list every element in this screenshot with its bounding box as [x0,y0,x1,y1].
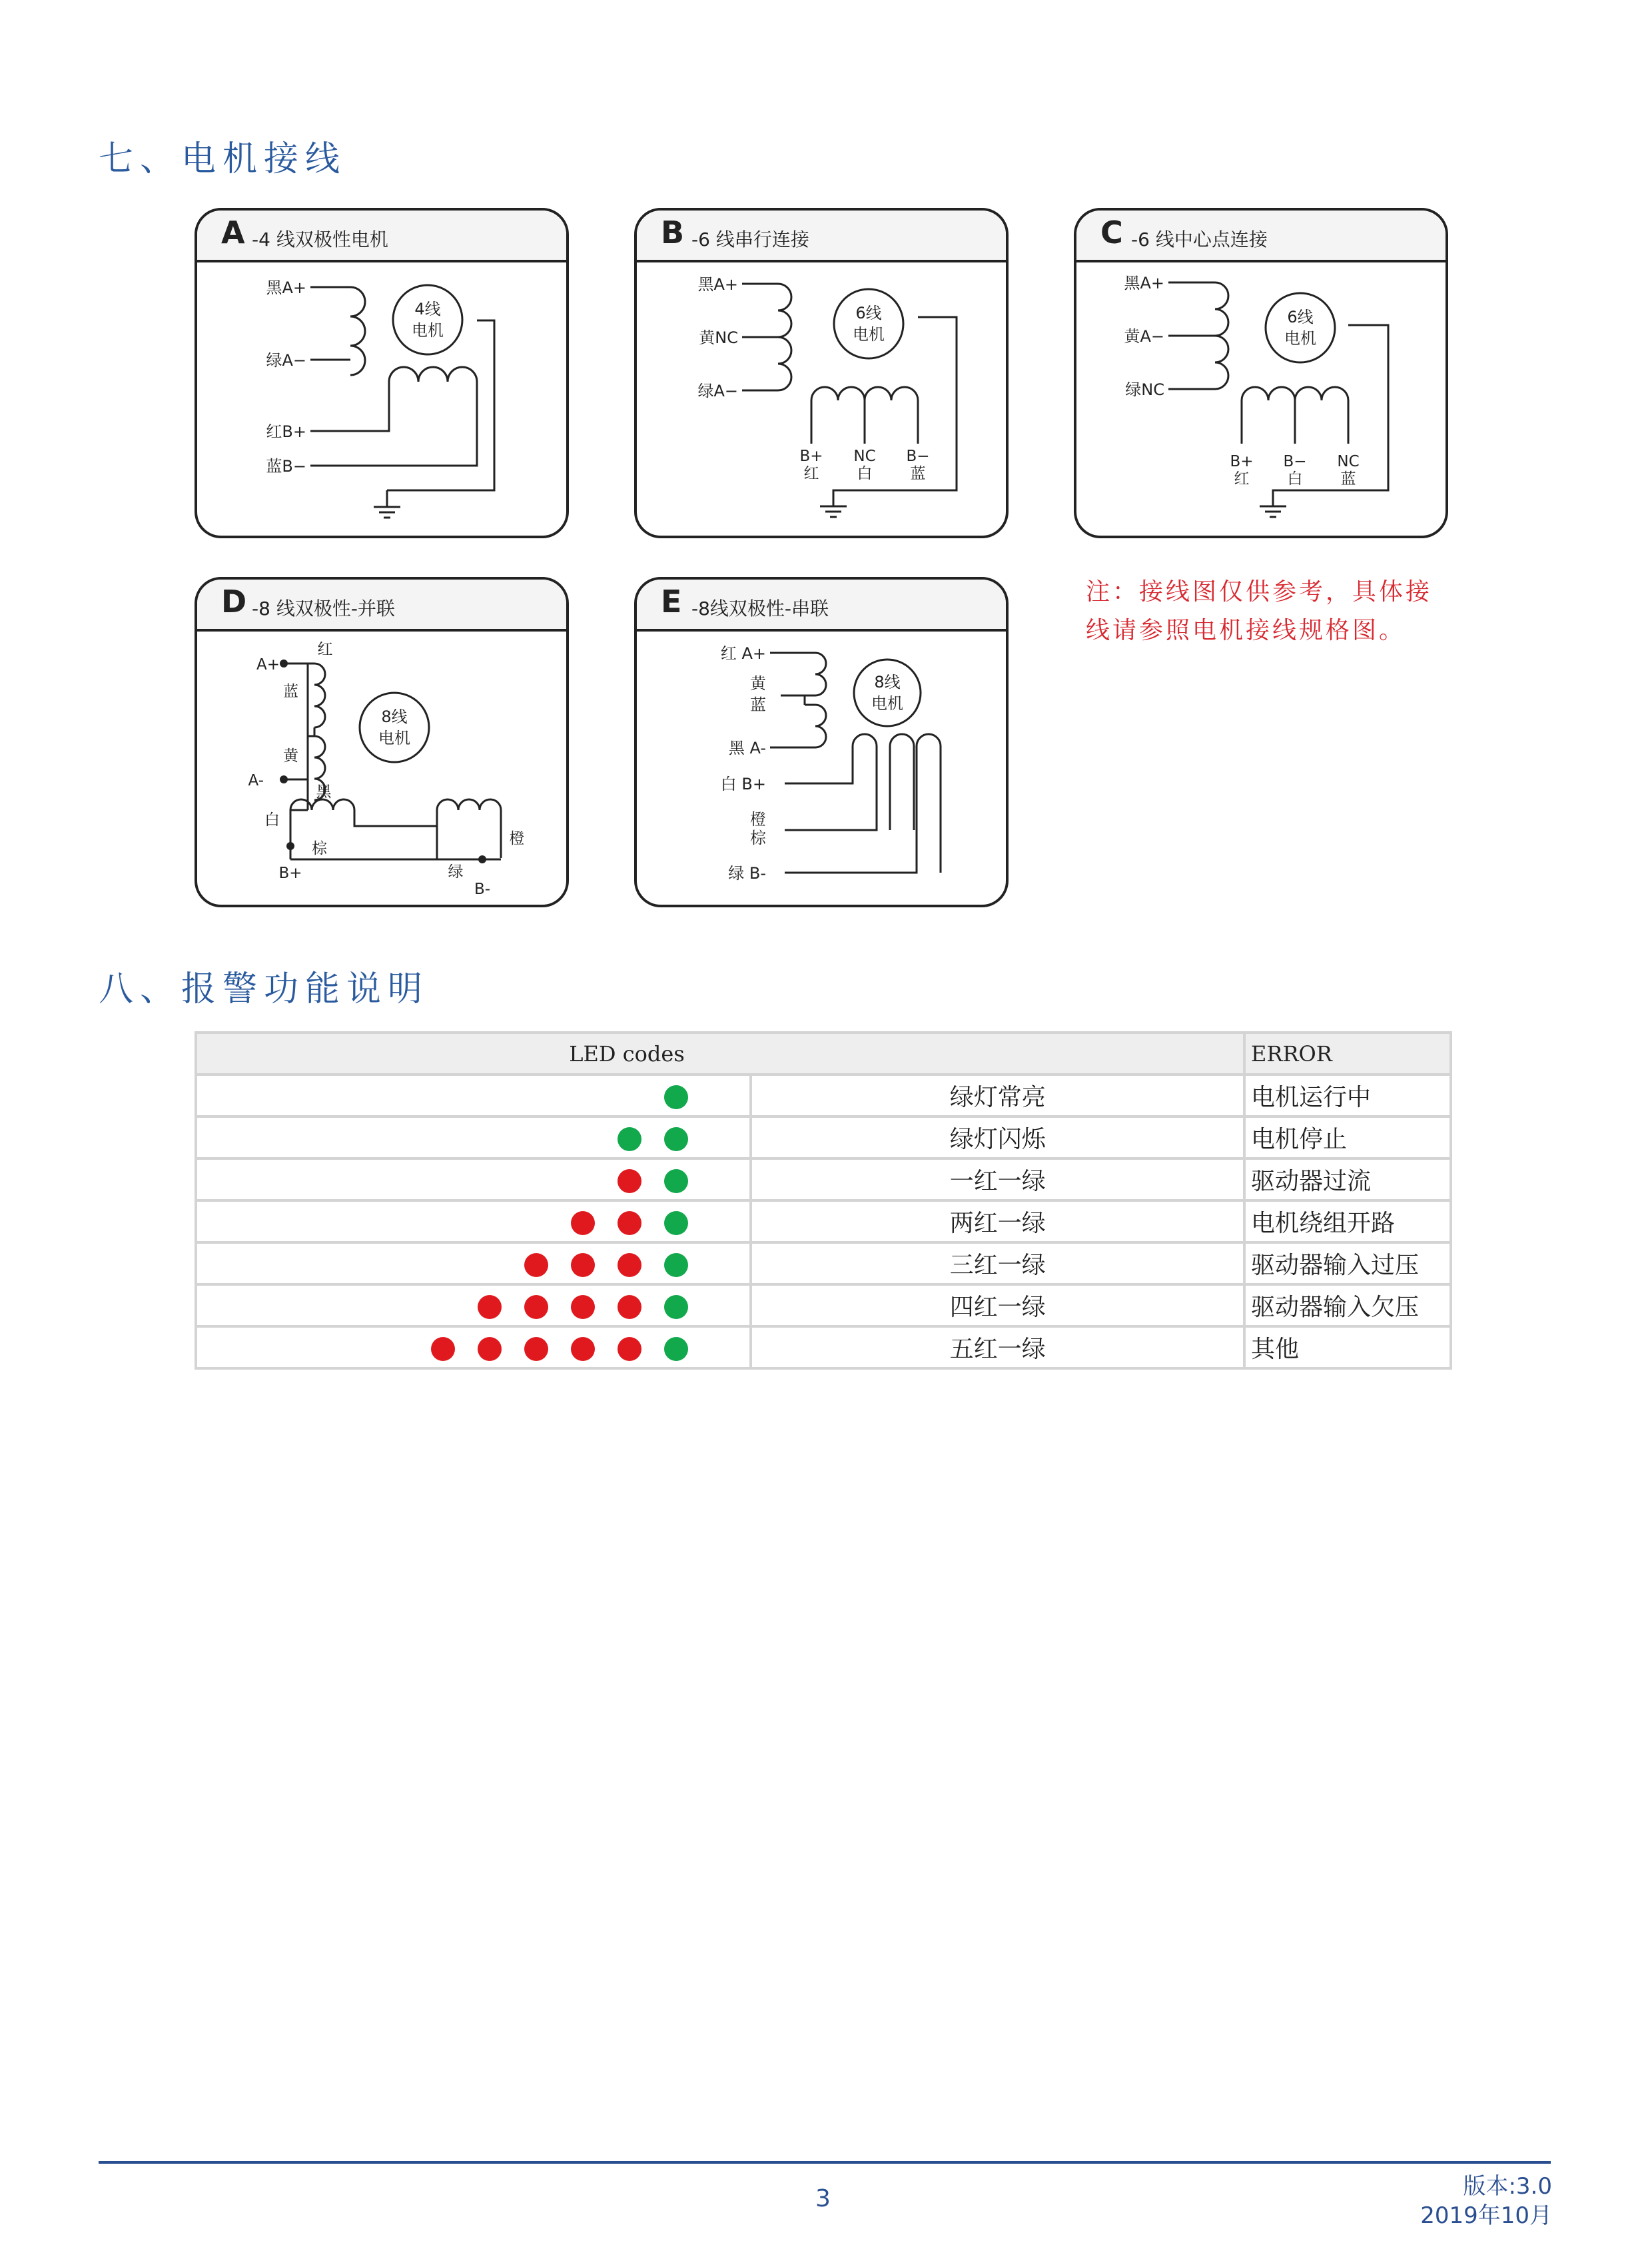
green-led-dot [664,1337,688,1361]
panel-c-label-white: 白 [1287,470,1303,488]
red-led-dot [618,1169,641,1193]
version-info [1420,2172,1552,2230]
red-led-dot [431,1337,455,1361]
panel-d-label-green: 绿 [448,863,464,881]
panel-b-label-a-minus: 绿A− [697,382,738,400]
table-row [196,1117,1451,1158]
version-date: 2019年10月 [1420,2202,1552,2229]
panel-b-motor-text-1: 6线 [855,304,882,322]
led-indicator-cell [196,1326,751,1368]
red-led-dot [618,1337,641,1361]
panel-a-label-b-plus: 红B+ [266,422,306,441]
panel-e-label-orange: 橙 [750,810,766,829]
red-led-dot [478,1295,502,1319]
led-code-cell: 四红一绿 [751,1284,1244,1326]
panel-c-label-red: 红 [1234,470,1250,488]
led-indicator-cell [196,1200,751,1242]
panel-b-label-b-minus: B− [906,448,930,465]
panel-a-label-a-minus: 绿A− [266,351,306,370]
panel-d-label-b-minus: B- [474,881,491,898]
green-led-dot [664,1211,688,1235]
led-indicator-cell [196,1158,751,1200]
table-row [196,1075,1451,1117]
panel-e-motor-text-1: 8线 [874,673,901,691]
green-led-dot [618,1127,641,1151]
panel-a-subtitle: -4 线双极性电机 [252,228,388,250]
red-led-dot [524,1295,548,1319]
panel-d-subtitle: -8 线双极性-并联 [252,598,395,620]
panel-d-motor-text-1: 8线 [381,707,408,726]
panel-b-label-nc-bottom: NC [853,448,876,465]
panel-e-diagram [637,580,1006,905]
panel-a-label-b-minus: 蓝B− [266,457,306,476]
led-indicator-cell [196,1075,751,1117]
panel-d-label-yellow: 黄 [283,747,298,765]
table-row [196,1242,1451,1284]
footer-divider [99,2161,1551,2164]
red-led-dot [571,1211,595,1235]
error-cell: 驱动器输入过压 [1244,1242,1451,1284]
panel-a-motor-text-2: 电机 [412,321,444,340]
panel-d-label-a-minus: A- [248,772,264,789]
section-8-title: 八、报警功能说明 [99,969,430,1009]
panel-b-motor-text-2: 电机 [853,325,885,344]
red-led-dot [571,1337,595,1361]
panel-d-motor-text-2: 电机 [378,729,410,747]
red-led-dot [478,1337,502,1361]
panel-d-label-blue: 蓝 [283,683,298,700]
panel-c-letter: C [1100,215,1123,250]
panel-b-subtitle: -6 线串行连接 [691,228,809,250]
page-number: 3 [815,2185,831,2212]
led-indicator-cell [196,1117,751,1158]
red-led-dot [524,1337,548,1361]
panel-d-label-black: 黑 [316,783,332,801]
panel-c-label-b-plus: B+ [1230,453,1254,470]
header-led-codes: LED codes [196,1033,1244,1075]
error-cell: 驱动器输入欠压 [1244,1284,1451,1326]
panel-b-label-red: 红 [803,465,819,482]
panel-e-letter: E [661,584,682,620]
red-led-dot [618,1211,641,1235]
panel-a-4-wire-bipolar [195,208,569,538]
panel-a-letter: A [221,215,245,250]
panel-c-6-wire-center-tap [1074,208,1448,538]
panel-d-label-white: 白 [264,811,280,829]
green-led-dot [664,1169,688,1193]
error-cell: 电机运行中 [1244,1075,1451,1117]
panel-b-label-b-plus: B+ [799,448,823,465]
panel-e-label-blue: 蓝 [750,695,766,714]
error-cell: 驱动器过流 [1244,1158,1451,1200]
panel-c-label-b-minus: B− [1283,453,1307,470]
panel-c-motor-text-1: 6线 [1287,308,1314,326]
table-header-row [196,1033,1451,1075]
panel-d-letter: D [221,584,247,620]
green-led-dot [664,1085,688,1109]
panel-e-label-white-b-plus: 白 B+ [720,775,766,793]
led-code-cell: 三红一绿 [751,1242,1244,1284]
panel-c-motor-text-2: 电机 [1284,329,1316,348]
panel-d-label-b-plus: B+ [278,865,302,882]
red-led-dot [524,1253,548,1277]
red-led-dot [571,1253,595,1277]
led-code-cell: 一红一绿 [751,1158,1244,1200]
panel-d-diagram [197,580,566,905]
panel-e-label-brown: 棕 [750,829,766,847]
panel-c-label-nc-bottom: NC [1337,453,1360,470]
section-7-title: 七、电机接线 [99,139,347,179]
error-cell: 电机绕组开路 [1244,1200,1451,1242]
red-led-dot [571,1295,595,1319]
red-led-dot [618,1253,641,1277]
panel-a-diagram [197,211,566,536]
panel-e-subtitle: -8线双极性-串联 [691,598,829,620]
panel-c-label-blue: 蓝 [1340,470,1356,488]
led-code-cell: 绿灯常亮 [751,1075,1244,1117]
panel-d-label-orange: 橙 [509,830,525,847]
table-row [196,1326,1451,1368]
panel-a-label-a-plus: 黑A+ [266,278,306,297]
error-cell: 电机停止 [1244,1117,1451,1158]
panel-b-diagram [637,211,1006,536]
panel-c-diagram [1076,211,1446,536]
panel-e-label-black-a-minus: 黑 A- [728,739,766,757]
panel-b-6-wire-series [634,208,1009,538]
error-cell: 其他 [1244,1326,1451,1368]
panel-c-label-nc: 绿NC [1125,380,1164,399]
led-indicator-cell [196,1242,751,1284]
panel-d-8-wire-parallel [195,577,569,907]
green-led-dot [664,1295,688,1319]
panel-e-label-yellow: 黄 [750,674,766,693]
table-row [196,1158,1451,1200]
wiring-note-line-2: 线请参照电机接线规格图。 [1086,617,1406,644]
green-led-dot [664,1253,688,1277]
table-row [196,1200,1451,1242]
panel-e-label-red-a-plus: 红 A+ [720,644,766,663]
led-code-cell: 两红一绿 [751,1200,1244,1242]
led-code-cell: 五红一绿 [751,1326,1244,1368]
panel-b-label-a-plus: 黑A+ [697,275,738,294]
panel-c-label-a-plus: 黑A+ [1124,274,1164,292]
wiring-note-line-1: 注：接线图仅供参考，具体接 [1086,578,1433,606]
panel-e-motor-text-2: 电机 [871,694,903,713]
panel-b-label-blue: 蓝 [910,465,926,482]
panel-c-label-a-minus: 黄A− [1124,327,1164,346]
panel-e-label-green-b-minus: 绿 B- [728,864,766,883]
panel-d-label-brown: 棕 [312,840,327,857]
red-led-dot [618,1295,641,1319]
version-label: 版本:3.0 [1463,2173,1552,2200]
panel-e-8-wire-series [634,577,1009,907]
panel-d-label-a-plus: A+ [256,656,280,674]
table-row [196,1284,1451,1326]
panel-a-motor-text-1: 4线 [414,300,441,318]
panel-d-label-red: 红 [317,641,333,658]
header-error: ERROR [1244,1033,1451,1075]
led-code-cell: 绿灯闪烁 [751,1117,1244,1158]
panel-b-label-white: 白 [857,465,873,482]
panel-c-subtitle: -6 线中心点连接 [1131,228,1268,250]
alarm-led-table [195,1031,1452,1370]
panel-b-letter: B [661,215,685,250]
led-indicator-cell [196,1284,751,1326]
green-led-dot [664,1127,688,1151]
panel-b-label-nc: 黄NC [699,328,738,347]
